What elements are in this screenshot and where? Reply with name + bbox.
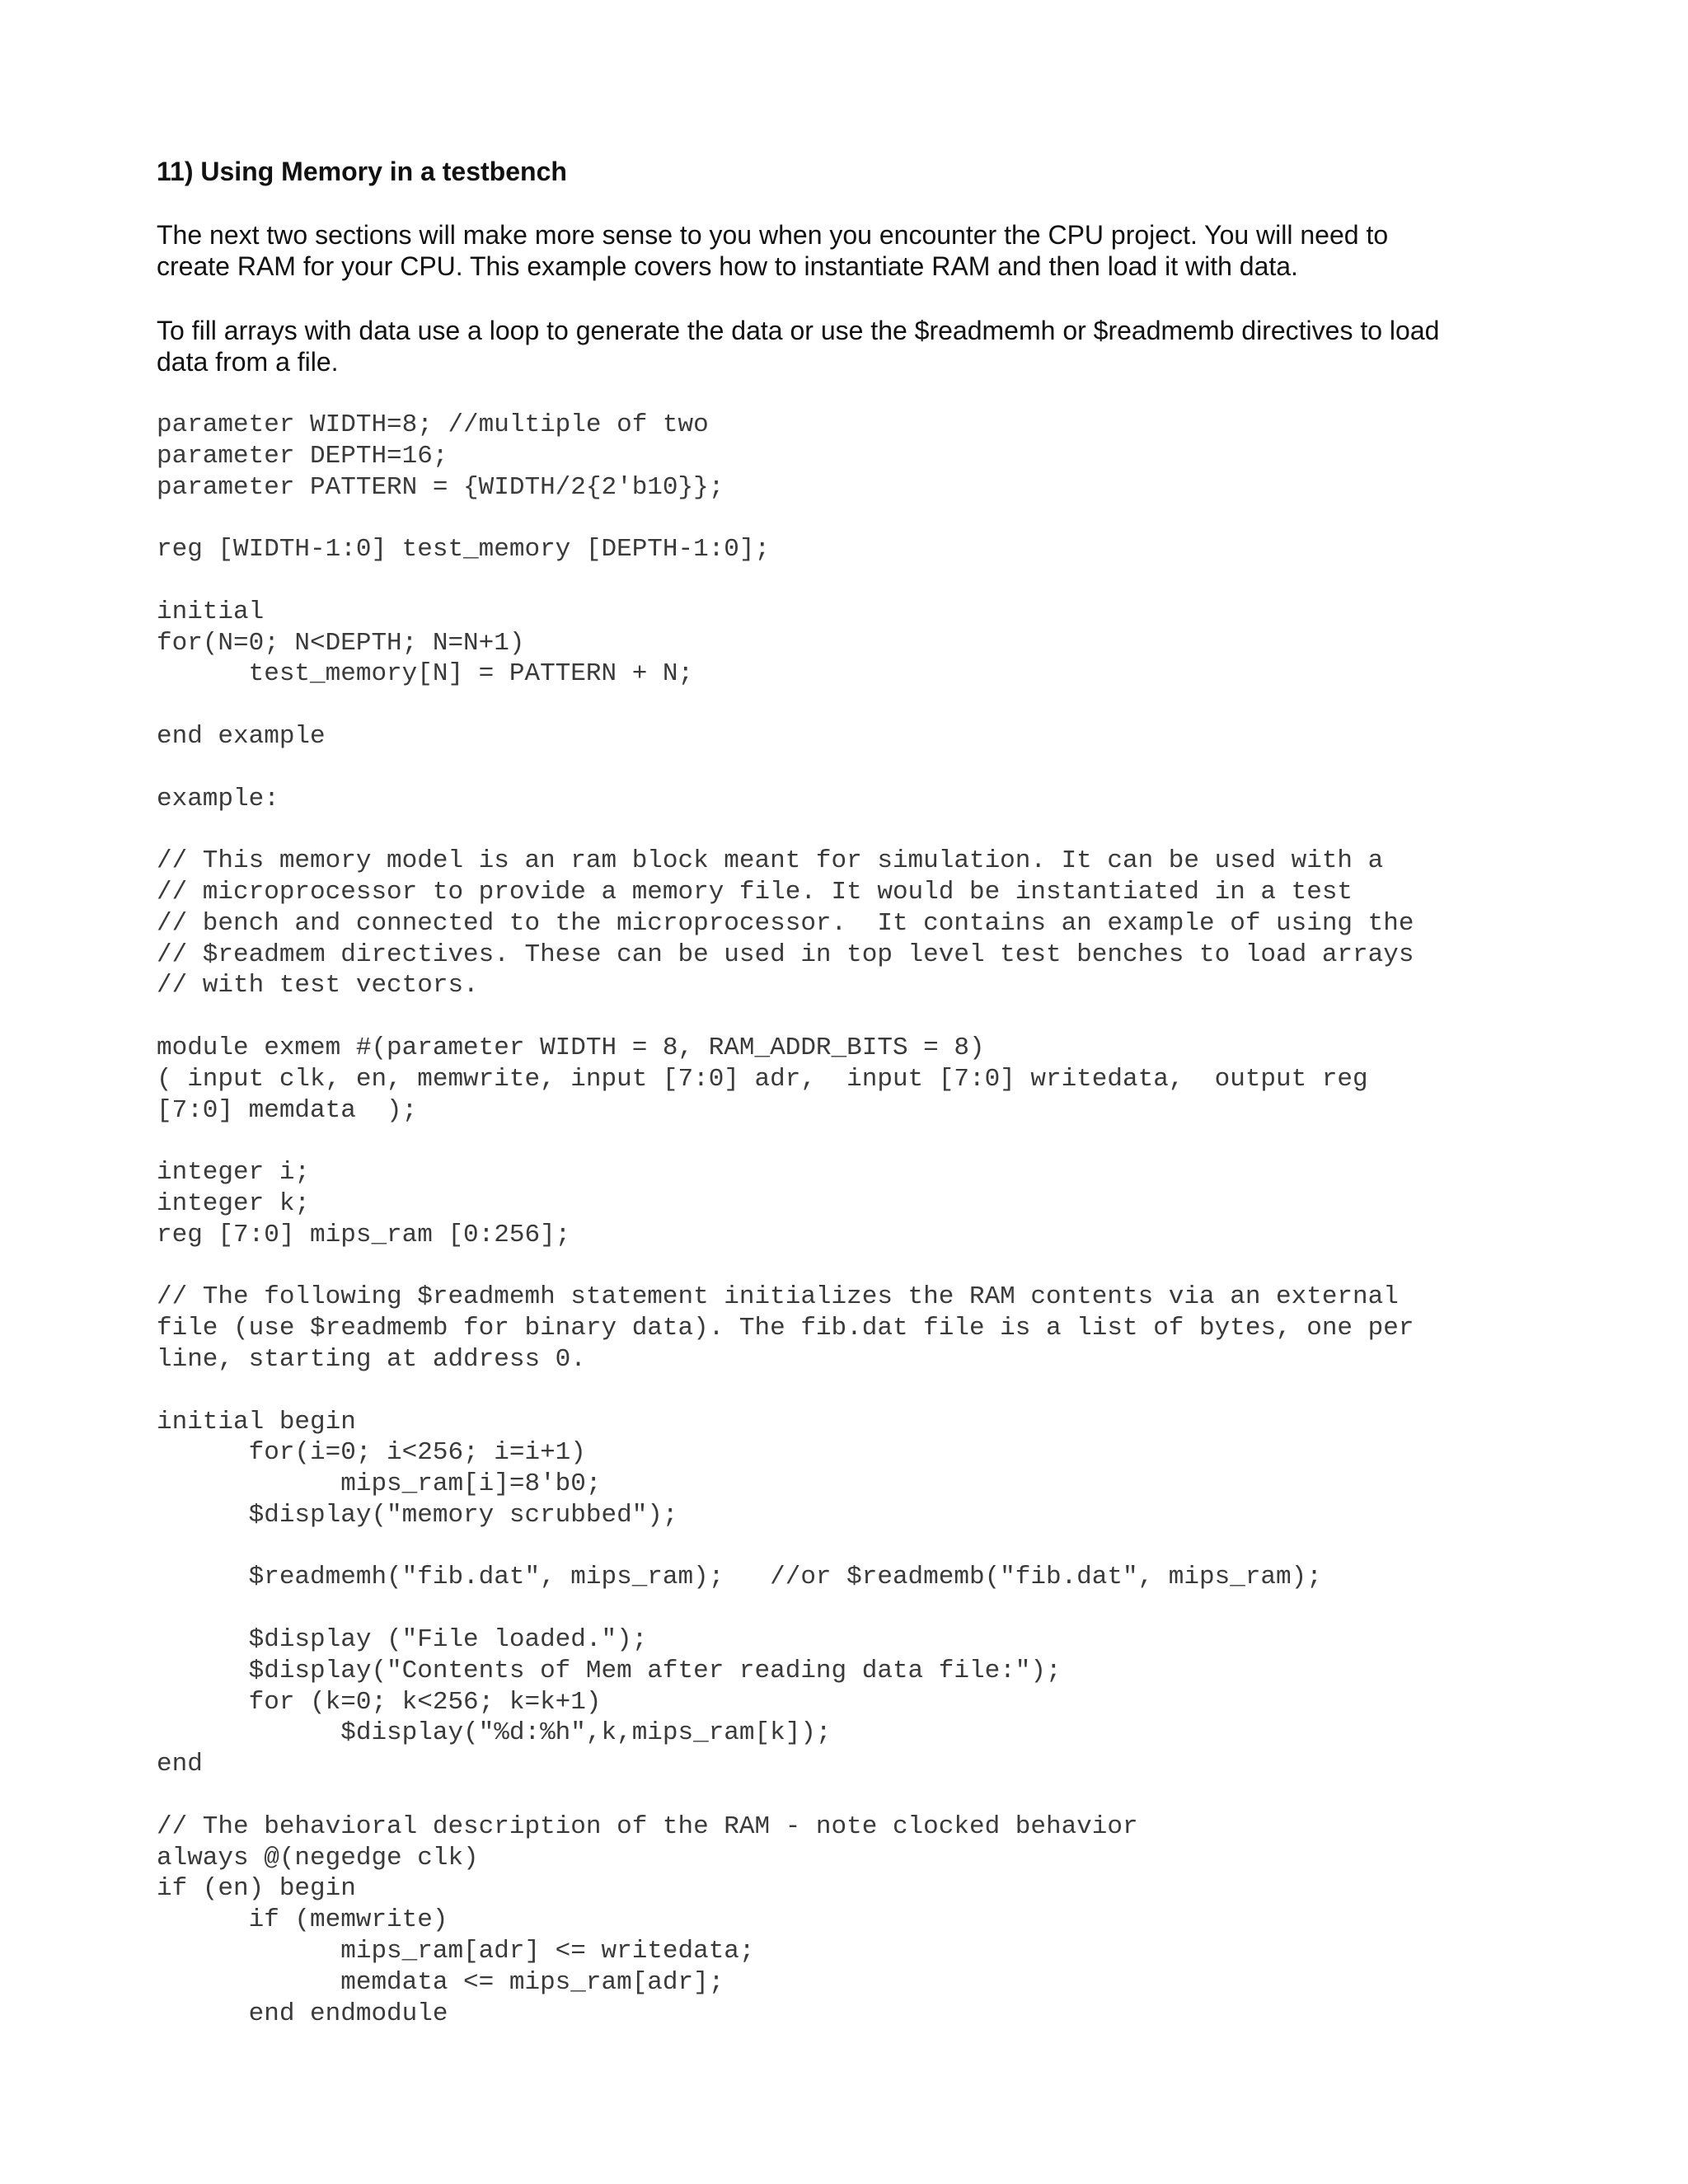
code-line: [157, 1251, 1558, 1282]
code-line: for(i=0; i<256; i=i+1): [157, 1438, 586, 1468]
code-line: for(N=0; N<DEPTH; N=N+1): [157, 628, 525, 658]
code-line: $readmemh("fib.dat", mips_ram); //or $readmemb("fib.dat", mips_ram);: [157, 1563, 1322, 1592]
code-line: [7:0] memdata );: [157, 1095, 418, 1125]
code-line: memdata <= mips_ram[adr];: [157, 1967, 724, 1997]
code-line: mips_ram[i]=8'b0;: [157, 1469, 602, 1499]
code-line: [157, 1001, 1558, 1033]
code-line: // bench and connected to the microprocessor. It contains an example of using the: [157, 908, 1414, 938]
code-line: end endmodule: [157, 1999, 448, 2028]
code-line: // microprocessor to provide a memory file. It would be instantiated in a test: [157, 877, 1353, 907]
code-line: example:: [157, 784, 279, 813]
code-line: reg [WIDTH-1:0] test_memory [DEPTH-1:0];: [157, 535, 771, 565]
code-line: [157, 1593, 1558, 1624]
code-line: [157, 690, 1558, 721]
code-line: // This memory model is an ram block meant for simulation. It can be used with a: [157, 846, 1384, 876]
code-line: $display ("File loaded.");: [157, 1625, 648, 1655]
code-line: end: [157, 1750, 203, 1779]
verilog-code-block: [157, 410, 1558, 2029]
code-line: $display("Contents of Mem after reading data file:");: [157, 1656, 1062, 1685]
code-line: // $readmem directives. These can be used in top level test benches to load arrays: [157, 940, 1414, 969]
code-line: // The behavioral description of the RAM - note clocked behavior: [157, 1811, 1138, 1841]
code-line: $display("%d:%h",k,mips_ram[k]);: [157, 1718, 832, 1748]
code-line: initial begin: [157, 1407, 356, 1436]
code-line: [157, 814, 1558, 846]
code-line: [157, 1780, 1558, 1811]
paragraph-line: create RAM for your CPU. This example covers how to instantiate RAM and then load it with data.: [157, 251, 1298, 281]
code-line: parameter DEPTH=16;: [157, 441, 448, 471]
paragraph-line: data from a file.: [157, 347, 339, 377]
code-line: module exmem #(parameter WIDTH = 8, RAM_ADDR_BITS = 8): [157, 1033, 985, 1062]
code-line: always @(negedge clk): [157, 1843, 479, 1872]
code-line: initial: [157, 597, 265, 626]
code-line: ( input clk, en, memwrite, input [7:0] adr, input [7:0] writedata, output reg: [157, 1064, 1368, 1094]
code-line: [157, 565, 1558, 597]
code-line: // with test vectors.: [157, 971, 479, 1001]
code-line: $display("memory scrubbed");: [157, 1500, 678, 1530]
code-line: [157, 1126, 1558, 1157]
code-line: [157, 752, 1558, 784]
code-line: if (memwrite): [157, 1905, 448, 1935]
code-line: if (en) begin: [157, 1874, 356, 1904]
code-line: integer i;: [157, 1158, 311, 1188]
code-line: end example: [157, 721, 326, 751]
paragraph-line: The next two sections will make more sense to you when you encounter the CPU project. You will need to: [157, 220, 1389, 250]
code-line: file (use $readmemb for binary data). The fib.dat file is a list of bytes, one per: [157, 1314, 1414, 1343]
code-line: test_memory[N] = PATTERN + N;: [157, 659, 694, 689]
code-line: [157, 503, 1558, 534]
instructions-paragraph: [157, 315, 1541, 377]
code-line: for (k=0; k<256; k=k+1): [157, 1687, 602, 1717]
paragraph-line: To fill arrays with data use a loop to generate the data or use the $readmemh or $readmemb directives to load: [157, 316, 1440, 345]
section-heading: 11) Using Memory in a testbench: [157, 157, 567, 186]
code-line: parameter WIDTH=8; //multiple of two: [157, 410, 709, 439]
code-line: line, starting at address 0.: [157, 1344, 586, 1374]
intro-paragraph: [157, 219, 1541, 282]
code-line: reg [7:0] mips_ram [0:256];: [157, 1220, 571, 1249]
code-line: // The following $readmemh statement initializes the RAM contents via an external: [157, 1282, 1399, 1312]
code-line: parameter PATTERN = {WIDTH/2{2'b10}};: [157, 472, 724, 502]
code-line: [157, 1531, 1558, 1563]
code-line: [157, 1376, 1558, 1407]
code-line: integer k;: [157, 1188, 311, 1218]
code-line: mips_ram[adr] <= writedata;: [157, 1937, 755, 1966]
